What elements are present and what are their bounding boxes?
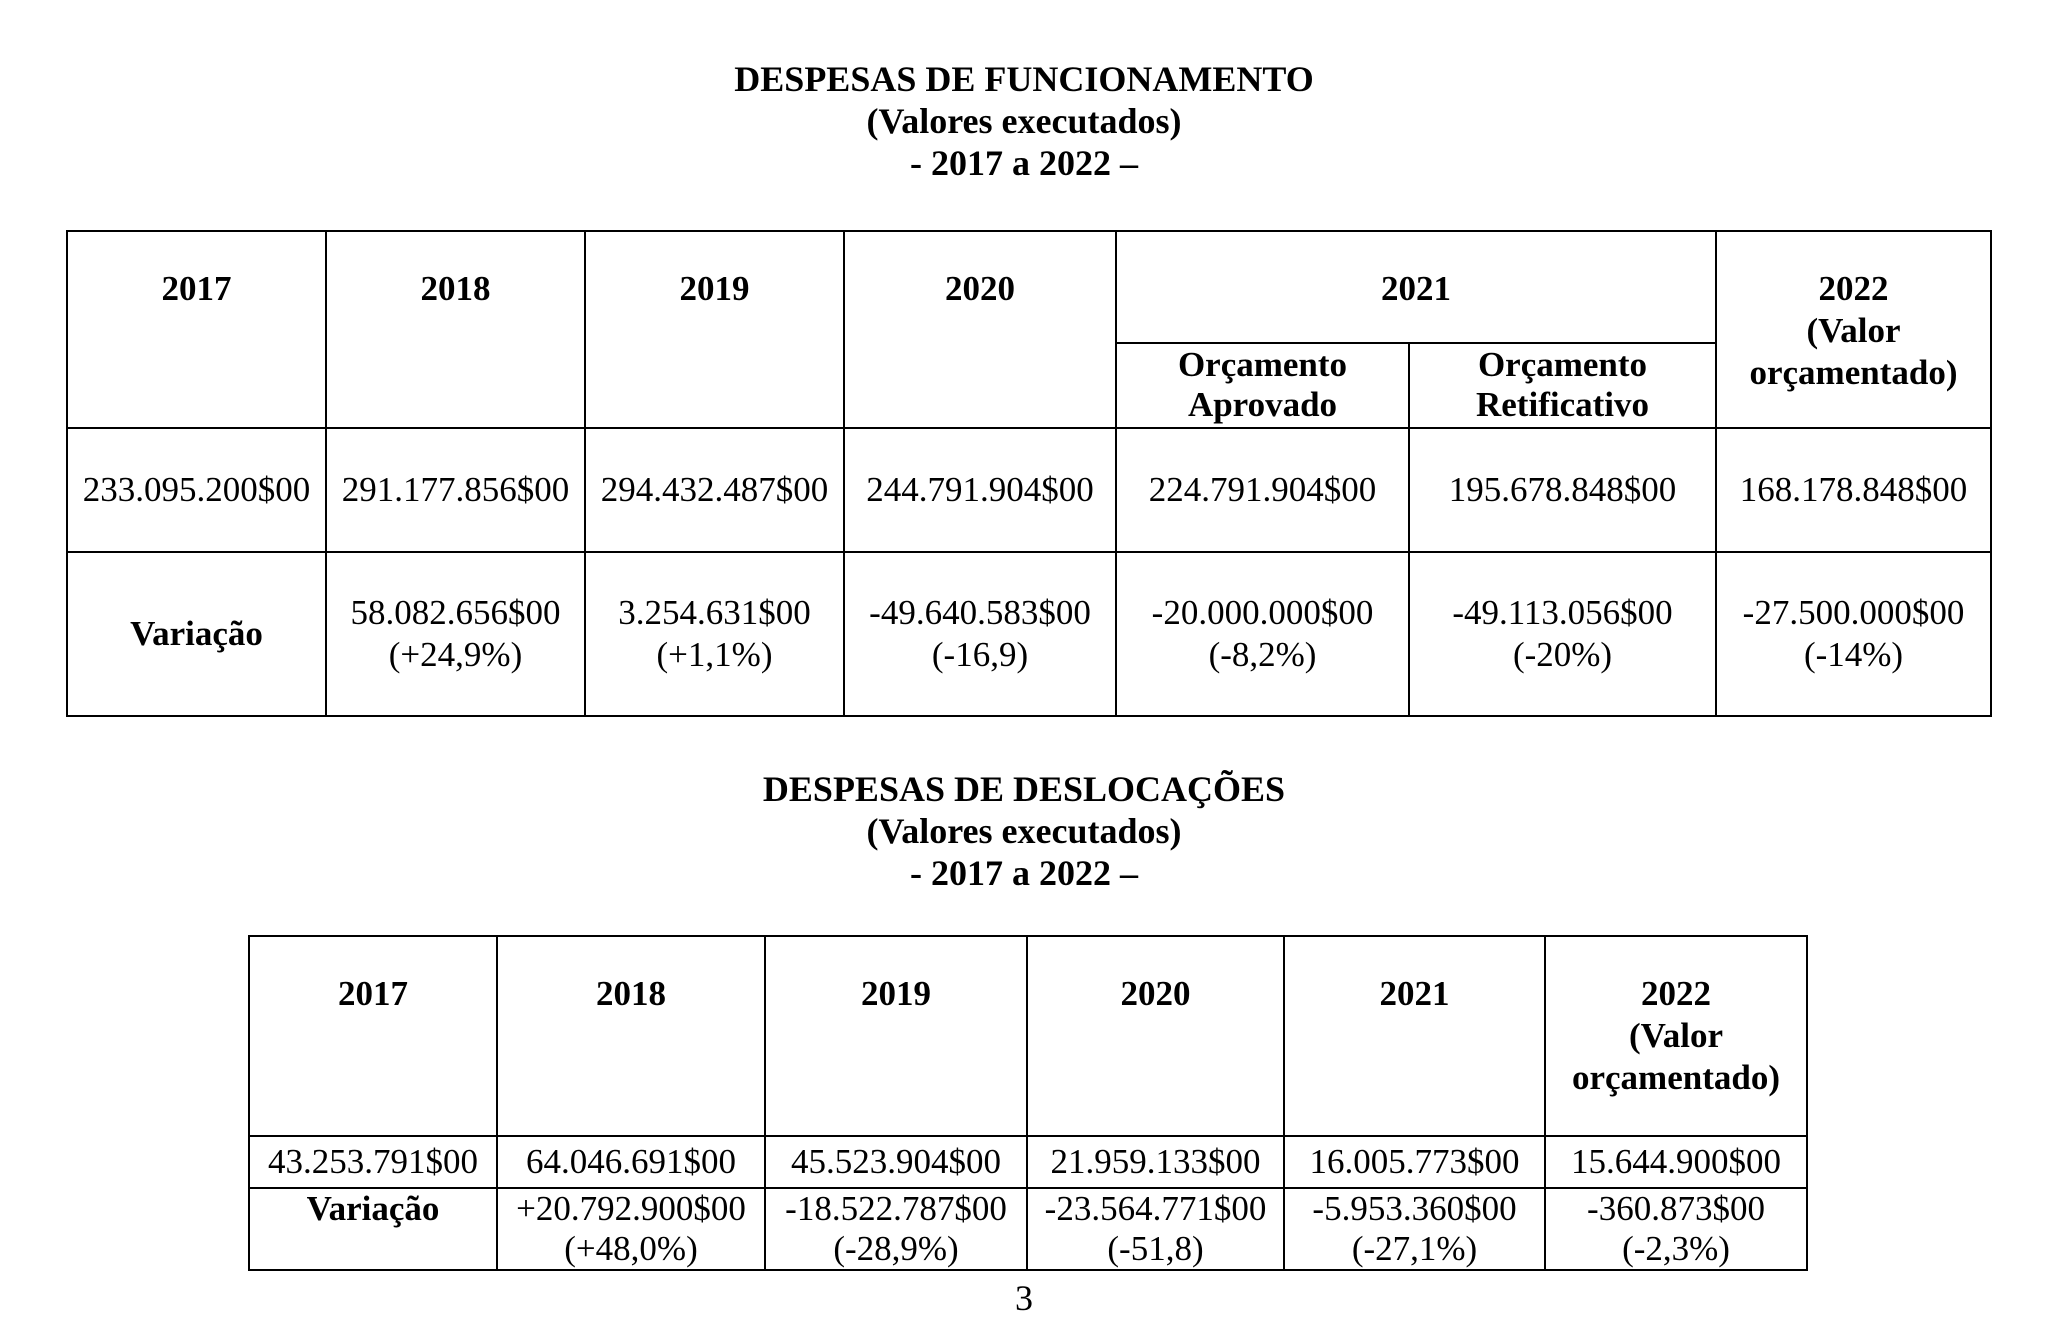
variation-2022 bbox=[1716, 552, 1991, 716]
variation-amount: -18.522.787$00 bbox=[785, 1189, 1007, 1228]
value-2021-aprovado: 224.791.904$00 bbox=[1116, 428, 1409, 552]
value-2021-retificativo: 195.678.848$00 bbox=[1409, 428, 1716, 552]
header-2018: 2018 bbox=[497, 936, 765, 1136]
variation-label: Variação bbox=[67, 552, 326, 716]
despesas-deslocacoes-table bbox=[248, 935, 1808, 1271]
table-row-variation bbox=[249, 1188, 1807, 1270]
value-2020: 244.791.904$00 bbox=[844, 428, 1116, 552]
header-2021-sub2-line1: Orçamento bbox=[1477, 345, 1648, 384]
header-2022-line3: orçamentado) bbox=[1749, 353, 1958, 392]
header-2019: 2019 bbox=[585, 231, 844, 428]
header-2021: 2021 bbox=[1284, 936, 1545, 1136]
table2-title-line3: - 2017 a 2022 – bbox=[910, 853, 1138, 893]
variation-amount: 58.082.656$00 bbox=[350, 593, 561, 632]
page-number: 3 bbox=[1015, 1278, 1033, 1318]
variation-2020 bbox=[1027, 1188, 1284, 1270]
variation-percent: (-16,9) bbox=[931, 635, 1029, 674]
value-2018: 291.177.856$00 bbox=[326, 428, 585, 552]
variation-2018 bbox=[497, 1188, 765, 1270]
variation-2022 bbox=[1545, 1188, 1807, 1270]
variation-percent: (-28,9%) bbox=[833, 1229, 959, 1268]
header-2021-orcamento-retificativo bbox=[1409, 343, 1716, 428]
header-2021-sub2-line2: Retificativo bbox=[1476, 385, 1649, 424]
header-2022 bbox=[1545, 936, 1807, 1136]
variation-2019 bbox=[585, 552, 844, 716]
header-2021-sub1-line1: Orçamento bbox=[1177, 345, 1348, 384]
table2-title-line1: DESPESAS DE DESLOCAÇÕES bbox=[762, 769, 1286, 809]
variation-amount: -49.113.056$00 bbox=[1452, 593, 1673, 632]
header-2017: 2017 bbox=[67, 231, 326, 428]
variation-amount: -49.640.583$00 bbox=[869, 593, 1091, 632]
header-2017: 2017 bbox=[249, 936, 497, 1136]
variation-2019 bbox=[765, 1188, 1027, 1270]
header-2021-sub1-line2: Aprovado bbox=[1187, 385, 1338, 424]
variation-percent: (-20%) bbox=[1512, 635, 1613, 674]
table1-title-line3: - 2017 a 2022 – bbox=[910, 143, 1138, 183]
table1-title-line1: DESPESAS DE FUNCIONAMENTO bbox=[734, 59, 1314, 99]
variation-amount: -27.500.000$00 bbox=[1742, 593, 1965, 632]
variation-2021-aprovado bbox=[1116, 552, 1409, 716]
header-2022-line1: 2022 bbox=[1641, 974, 1711, 1013]
header-2022-line2: (Valor bbox=[1806, 311, 1901, 350]
table-row-header bbox=[249, 936, 1807, 1136]
header-2018: 2018 bbox=[326, 231, 585, 428]
value-2020: 21.959.133$00 bbox=[1027, 1136, 1284, 1188]
header-2022-line2: (Valor bbox=[1629, 1016, 1723, 1055]
value-2019: 294.432.487$00 bbox=[585, 428, 844, 552]
variation-percent: (-2,3%) bbox=[1622, 1229, 1730, 1268]
variation-amount: +20.792.900$00 bbox=[516, 1189, 746, 1228]
value-2018: 64.046.691$00 bbox=[497, 1136, 765, 1188]
variation-label: Variação bbox=[249, 1188, 497, 1270]
variation-amount: -5.953.360$00 bbox=[1312, 1189, 1517, 1228]
value-2017: 43.253.791$00 bbox=[249, 1136, 497, 1188]
header-2020: 2020 bbox=[844, 231, 1116, 428]
table2-title-line2: (Valores executados) bbox=[866, 811, 1182, 851]
header-2021: 2021 bbox=[1116, 231, 1716, 343]
variation-percent: (+1,1%) bbox=[656, 635, 773, 674]
table2-title bbox=[0, 768, 2048, 894]
table-row-variation bbox=[67, 552, 1991, 716]
header-2022-line1: 2022 bbox=[1818, 269, 1889, 308]
variation-percent: (+48,0%) bbox=[564, 1229, 698, 1268]
table1-title bbox=[0, 58, 2048, 184]
table1-title-line2: (Valores executados) bbox=[866, 101, 1182, 141]
variation-percent: (-8,2%) bbox=[1208, 635, 1317, 674]
variation-2020 bbox=[844, 552, 1116, 716]
table-row-values bbox=[249, 1136, 1807, 1188]
value-2021: 16.005.773$00 bbox=[1284, 1136, 1545, 1188]
variation-percent: (-14%) bbox=[1803, 635, 1904, 674]
value-2022: 15.644.900$00 bbox=[1545, 1136, 1807, 1188]
variation-2018 bbox=[326, 552, 585, 716]
variation-percent: (+24,9%) bbox=[388, 635, 523, 674]
header-2022 bbox=[1716, 231, 1991, 428]
variation-percent: (-27,1%) bbox=[1351, 1229, 1478, 1268]
header-2020: 2020 bbox=[1027, 936, 1284, 1136]
value-2022: 168.178.848$00 bbox=[1716, 428, 1991, 552]
header-2019: 2019 bbox=[765, 936, 1027, 1136]
variation-2021-retificativo bbox=[1409, 552, 1716, 716]
header-2021-orcamento-aprovado bbox=[1116, 343, 1409, 428]
variation-amount: -20.000.000$00 bbox=[1151, 593, 1374, 632]
despesas-funcionamento-table bbox=[66, 230, 1992, 717]
table-row-values bbox=[67, 428, 1991, 552]
value-2019: 45.523.904$00 bbox=[765, 1136, 1027, 1188]
variation-amount: 3.254.631$00 bbox=[618, 593, 811, 632]
variation-amount: -23.564.771$00 bbox=[1044, 1189, 1267, 1228]
header-2022-line3: orçamentado) bbox=[1571, 1058, 1780, 1097]
variation-2021 bbox=[1284, 1188, 1545, 1270]
value-2017: 233.095.200$00 bbox=[67, 428, 326, 552]
variation-amount: -360.873$00 bbox=[1587, 1189, 1765, 1228]
variation-percent: (-51,8) bbox=[1107, 1229, 1204, 1268]
